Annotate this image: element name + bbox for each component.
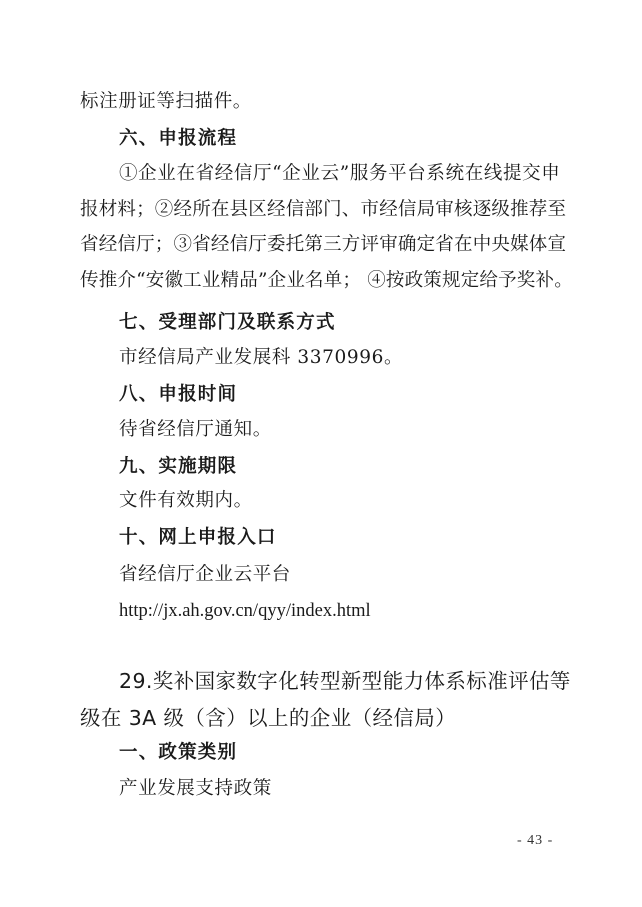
paragraph-line: ①企业在省经信厅“企业云”服务平台系统在线提交申 (119, 163, 560, 184)
paragraph-line: 标注册证等扫描件。 (80, 91, 252, 112)
online-platform-name: 省经信厅企业云平台 (119, 564, 291, 585)
contact-info: 市经信局产业发展科 3370996。 (119, 347, 404, 368)
paragraph-line: 传推介“安徽工业精品”企业名单； ④按政策规定给予奖补。 (80, 270, 573, 291)
policy-category-text: 产业发展支持政策 (119, 778, 272, 799)
online-platform-url[interactable]: http://jx.ah.gov.cn/qyy/index.html (119, 601, 371, 621)
paragraph-line: 省经信厅；③省经信厅委托第三方评审确定省在中央媒体宣 (80, 234, 567, 255)
application-time-text: 待省经信厅通知。 (119, 419, 272, 440)
item-heading-line-2: 级在 3A 级（含）以上的企业（经信局） (80, 706, 457, 730)
section-heading-validity-period: 九、实施期限 (119, 456, 238, 477)
section-heading-online-entry: 十、网上申报入口 (119, 527, 277, 548)
paragraph-line: 报材料；②经所在县区经信部门、市经信局审核逐级推荐至 (80, 199, 567, 220)
section-heading-application-time: 八、申报时间 (119, 384, 238, 405)
section-heading-contact: 七、受理部门及联系方式 (119, 312, 336, 333)
item-heading-line-1: 29.奖补国家数字化转型新型能力体系标准评估等 (119, 669, 571, 693)
page-number: - 43 - (517, 833, 554, 848)
validity-period-text: 文件有效期内。 (119, 490, 253, 511)
section-heading-policy-category: 一、政策类别 (119, 742, 238, 763)
section-heading-application-process: 六、申报流程 (119, 128, 238, 149)
